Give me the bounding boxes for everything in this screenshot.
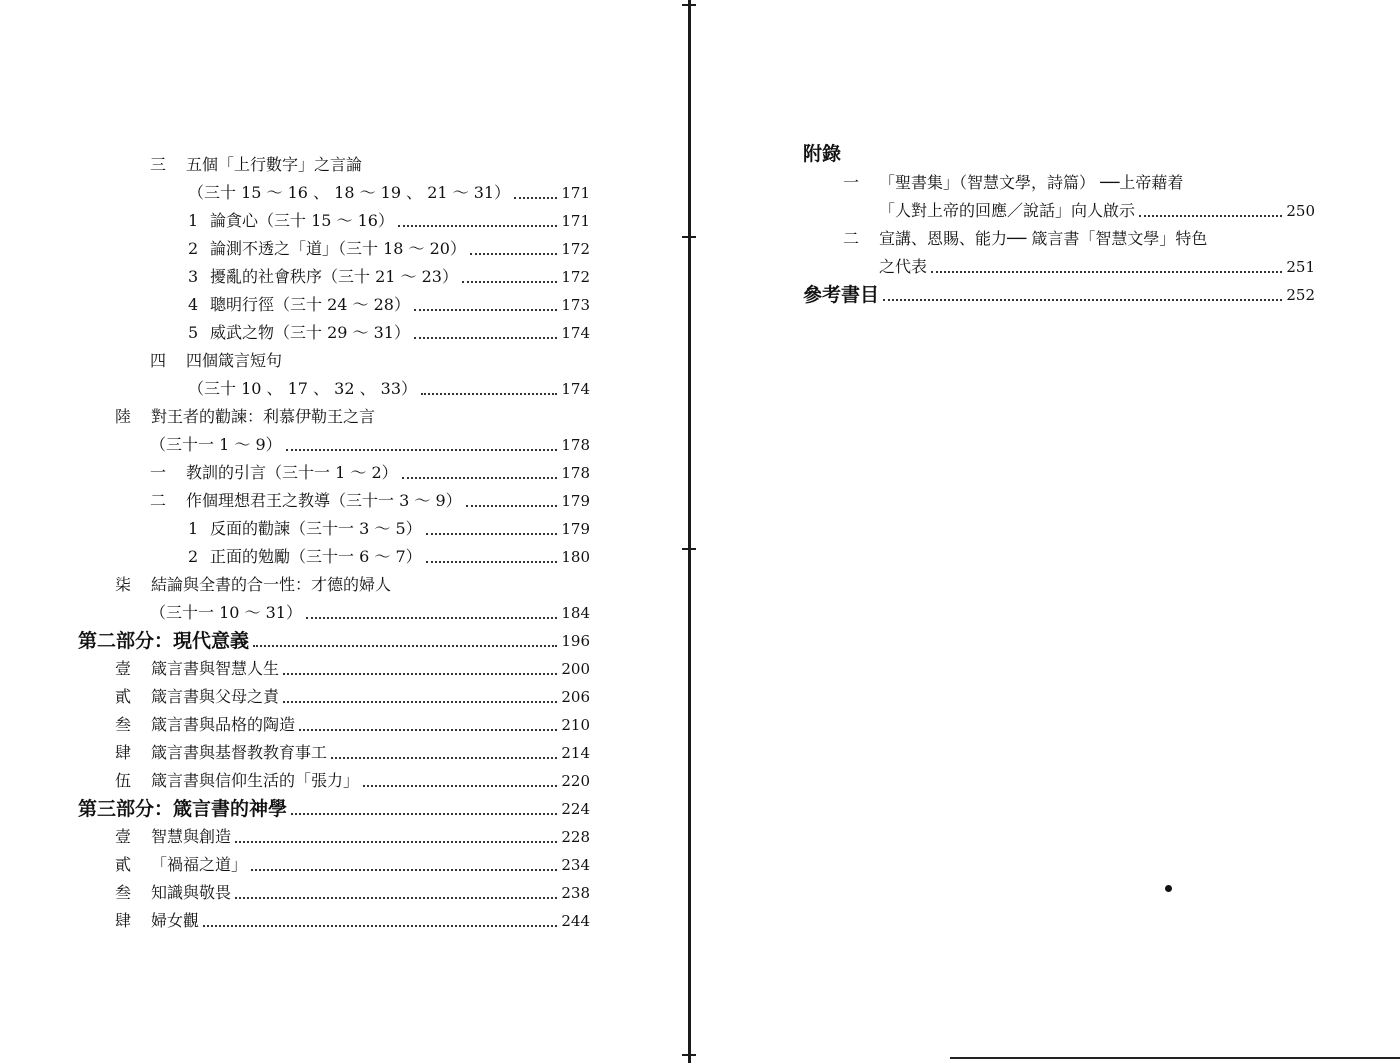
entry-title: 知識與敬畏 — [151, 883, 232, 902]
entry-number: 二 — [150, 491, 167, 510]
entry-title: 正面的勉勵（三十一 6 ～ 7） — [210, 547, 422, 566]
toc-entry — [150, 344, 590, 372]
toc-entry — [115, 680, 590, 708]
entry-page: 250 — [1286, 202, 1315, 220]
dot-leader — [931, 271, 1282, 273]
entry-title: （三十一 1 ～ 9） — [150, 435, 282, 454]
toc-entry — [188, 316, 590, 344]
entry-title: 箴言書與品格的陶造 — [151, 715, 296, 734]
dot-leader — [462, 281, 557, 283]
dot-leader — [402, 477, 558, 479]
entry-page: 244 — [561, 912, 590, 930]
toc-entry — [115, 876, 590, 904]
entry-page: 196 — [561, 632, 590, 650]
gutter-tick — [682, 548, 696, 550]
appendix-heading: 附錄 — [803, 143, 842, 165]
entry-page: 210 — [561, 716, 590, 734]
entry-title: 「人對上帝的回應／說話」向人啟示 — [879, 201, 1136, 220]
toc-entry — [188, 260, 590, 288]
toc-part-heading — [78, 624, 590, 652]
entry-page: 234 — [561, 856, 590, 874]
entry-title: 教訓的引言（三十一 1 ～ 2） — [186, 463, 398, 482]
book-gutter — [688, 0, 691, 1063]
dot-leader — [291, 813, 557, 815]
entry-title: 五個「上行數字」之言論 — [186, 155, 363, 174]
entry-number: 2 — [188, 547, 199, 566]
toc-entry — [150, 148, 590, 176]
entry-page: 252 — [1286, 286, 1315, 304]
toc-entry — [188, 512, 590, 540]
entry-page: 174 — [561, 380, 590, 398]
entry-title: 之代表 — [879, 257, 928, 276]
entry-title: 「聖書集」（智慧文學，詩篇） ──上帝藉着 — [879, 173, 1184, 192]
entry-number: 1 — [188, 211, 199, 230]
toc-entry — [115, 568, 590, 596]
entry-page: 224 — [561, 800, 590, 818]
entry-number: 5 — [188, 323, 199, 342]
entry-number: 貳 — [115, 687, 132, 706]
entry-title: 反面的勸諫（三十一 3 ～ 5） — [210, 519, 422, 538]
entry-title: （三十 15 ～ 16 、 18 ～ 19 、 21 ～ 31） — [188, 183, 511, 202]
dot-leader — [414, 337, 557, 339]
toc-entry — [150, 456, 590, 484]
dot-leader — [398, 225, 557, 227]
entry-number: 3 — [188, 267, 199, 286]
dot-leader — [421, 393, 557, 395]
dot-leader — [235, 897, 557, 899]
entry-title: 宣講、恩賜、能力── 箴言書「智慧文學」特色 — [879, 229, 1208, 248]
entry-page: 179 — [561, 520, 590, 538]
entry-number: 肆 — [115, 911, 132, 930]
entry-number: 2 — [188, 239, 199, 258]
dot-leader — [203, 925, 557, 927]
dot-leader — [286, 449, 558, 451]
dot-leader — [331, 757, 557, 759]
dot-leader — [299, 729, 557, 731]
dot-leader — [306, 617, 557, 619]
entry-title: 四個箴言短句 — [186, 351, 283, 370]
entry-page: 172 — [561, 268, 590, 286]
entry-number: 叁 — [115, 883, 132, 902]
entry-number: 陸 — [115, 407, 132, 426]
entry-page: 238 — [561, 884, 590, 902]
entry-page: 179 — [561, 492, 590, 510]
entry-number: 伍 — [115, 771, 132, 790]
entry-number: 壹 — [115, 659, 132, 678]
toc-entry — [150, 428, 590, 456]
entry-page: 251 — [1286, 258, 1315, 276]
entry-title: 作個理想君王之教導（三十一 3 ～ 9） — [186, 491, 462, 510]
entry-page: 173 — [561, 296, 590, 314]
toc-entry — [188, 372, 590, 400]
ink-dot — [1165, 885, 1172, 892]
part-title: 第三部分：箴言書的神學 — [78, 798, 288, 820]
entry-page: 180 — [561, 548, 590, 566]
entry-title: 婦女觀 — [151, 911, 200, 930]
toc-entry — [115, 708, 590, 736]
toc-entry — [115, 400, 590, 428]
dot-leader — [883, 299, 1282, 301]
entry-number: 柒 — [115, 575, 132, 594]
entry-title: （三十 10 、 17 、 32 、 33） — [188, 379, 418, 398]
dot-leader — [283, 701, 557, 703]
entry-title: 箴言書與父母之責 — [151, 687, 280, 706]
toc-entry — [188, 232, 590, 260]
entry-number: 肆 — [115, 743, 132, 762]
bibliography-title: 參考書目 — [803, 284, 880, 306]
entry-number: 一 — [150, 463, 167, 482]
toc-entry — [115, 652, 590, 680]
gutter-tick — [682, 1054, 696, 1056]
toc-entry — [115, 764, 590, 792]
entry-page: 214 — [561, 744, 590, 762]
dot-leader — [470, 253, 557, 255]
dot-leader — [363, 785, 557, 787]
entry-number: 一 — [843, 173, 860, 192]
entry-page: 178 — [561, 436, 590, 454]
entry-page: 172 — [561, 240, 590, 258]
entry-page: 206 — [561, 688, 590, 706]
entry-number: 1 — [188, 519, 199, 538]
toc-entry — [188, 288, 590, 316]
dot-leader — [283, 673, 557, 675]
dot-leader — [253, 645, 557, 647]
toc-entry — [843, 222, 1315, 250]
entry-title: 箴言書與信仰生活的「張力」 — [151, 771, 360, 790]
entry-page: 220 — [561, 772, 590, 790]
toc-entry — [879, 194, 1315, 222]
entry-title: 對王者的勸諫：利慕伊勒王之言 — [151, 407, 376, 426]
entry-page: 171 — [561, 212, 590, 230]
entry-title: 論測不透之「道」（三十 18 ～ 20） — [210, 239, 466, 258]
entry-number: 貳 — [115, 855, 132, 874]
entry-title: 結論與全書的合一性：才德的婦人 — [151, 575, 392, 594]
entry-number: 4 — [188, 295, 199, 314]
entry-page: 178 — [561, 464, 590, 482]
entry-title: 威武之物（三十 29 ～ 31） — [210, 323, 410, 342]
entry-title: 箴言書與智慧人生 — [151, 659, 280, 678]
entry-page: 174 — [561, 324, 590, 342]
dot-leader — [1139, 215, 1282, 217]
dot-leader — [426, 533, 558, 535]
toc-entry — [188, 540, 590, 568]
entry-page: 184 — [561, 604, 590, 622]
gutter-tick — [682, 4, 696, 6]
toc-entry — [150, 596, 590, 624]
entry-title: 擾亂的社會秩序（三十 21 ～ 23） — [210, 267, 458, 286]
dot-leader — [235, 841, 557, 843]
toc-part-heading — [78, 792, 590, 820]
entry-number: 壹 — [115, 827, 132, 846]
entry-title: （三十一 10 ～ 31） — [150, 603, 302, 622]
bottom-rule — [950, 1057, 1400, 1059]
dot-leader — [426, 561, 558, 563]
toc-entry — [115, 736, 590, 764]
gutter-tick — [682, 236, 696, 238]
dot-leader — [466, 505, 558, 507]
dot-leader — [514, 197, 557, 199]
toc-entry — [188, 176, 590, 204]
toc-entry — [879, 250, 1315, 278]
entry-title: 論貪心（三十 15 ～ 16） — [210, 211, 394, 230]
toc-entry — [843, 166, 1315, 194]
entry-page: 200 — [561, 660, 590, 678]
part-title: 第二部分：現代意義 — [78, 630, 250, 652]
entry-number: 四 — [150, 351, 167, 370]
toc-entry — [115, 904, 590, 932]
dot-leader — [251, 869, 557, 871]
entry-title: 聰明行徑（三十 24 ～ 28） — [210, 295, 410, 314]
toc-entry — [115, 848, 590, 876]
entry-title: 「禍福之道」 — [151, 855, 248, 874]
entry-number: 叁 — [115, 715, 132, 734]
entry-page: 228 — [561, 828, 590, 846]
entry-page: 171 — [561, 184, 590, 202]
toc-entry — [115, 820, 590, 848]
entry-number: 三 — [150, 155, 167, 174]
entry-title: 箴言書與基督教教育事工 — [151, 743, 328, 762]
dot-leader — [414, 309, 557, 311]
entry-number: 二 — [843, 229, 860, 248]
entry-title: 智慧與創造 — [151, 827, 232, 846]
toc-entry — [188, 204, 590, 232]
toc-entry — [150, 484, 590, 512]
toc-part-heading — [803, 278, 1315, 306]
